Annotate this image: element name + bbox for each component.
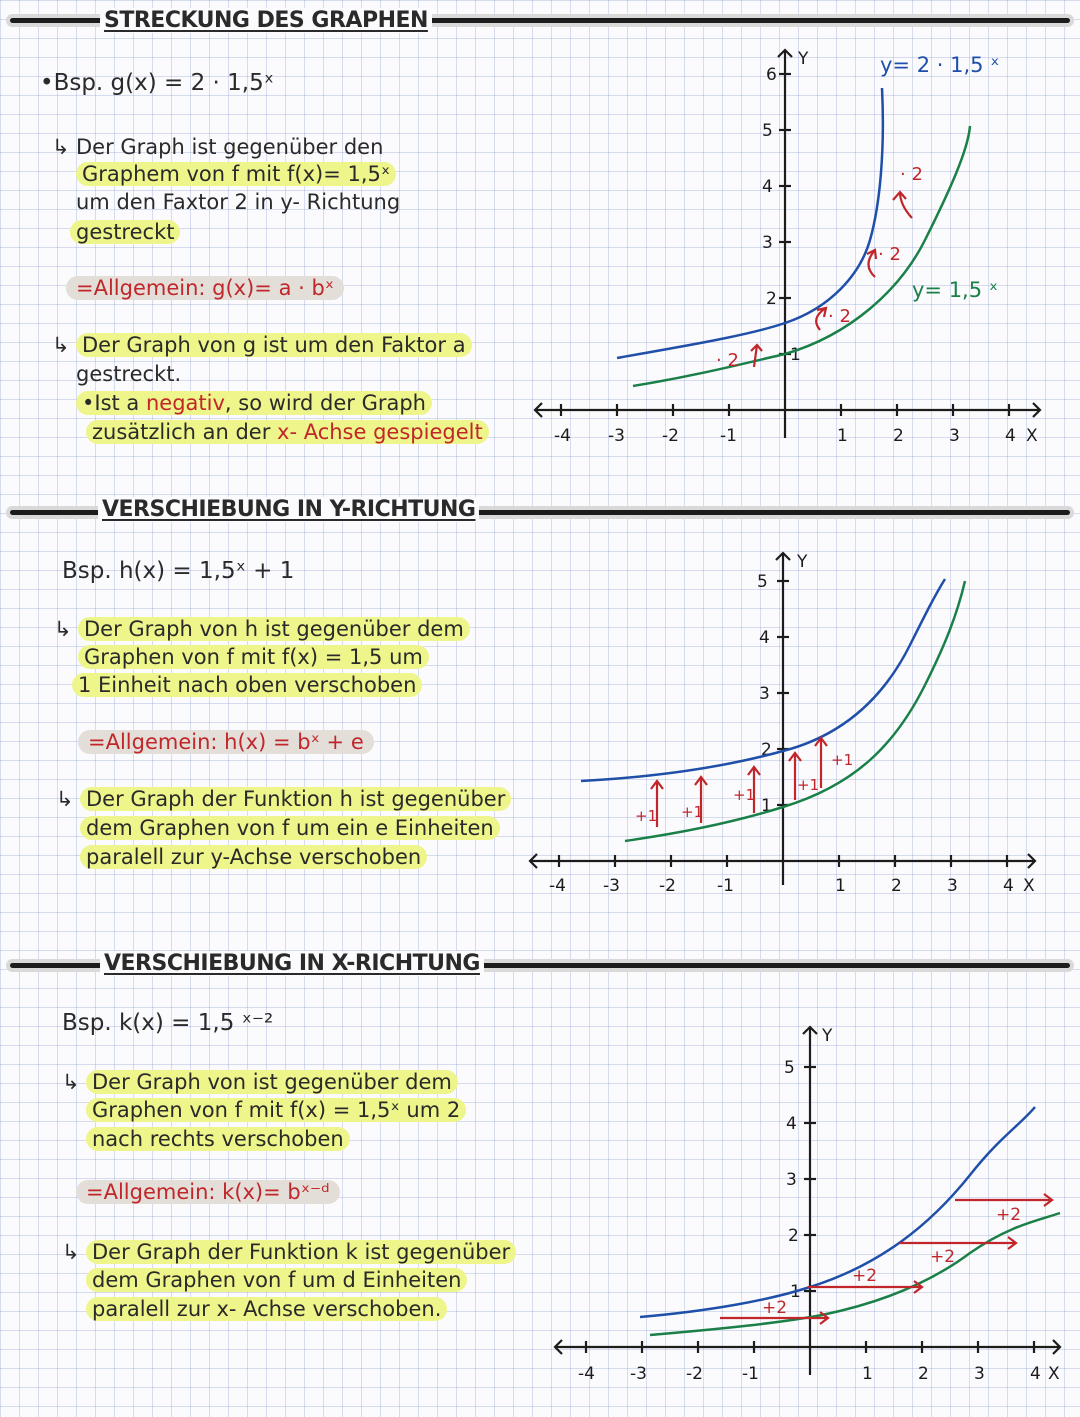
x-tick-label: -4	[578, 1364, 595, 1384]
y-tick-label: 6	[766, 65, 777, 85]
arrow-mark: ↳	[52, 333, 70, 357]
y-tick-label: 5	[762, 121, 773, 141]
highlight: Der Graph der Funktion k ist gegenüber	[86, 1240, 516, 1264]
highlight: Der Graph von ist gegenüber dem	[86, 1070, 458, 1094]
y-tick-label: 4	[759, 628, 770, 648]
example-formula: Bsp. h(x) = 1,5ˣ + 1	[62, 558, 295, 584]
x-tick-label: -4	[549, 876, 566, 896]
text-line	[86, 1240, 516, 1264]
shift-arrows-up	[635, 738, 853, 827]
highlight: Der Graph von g ist um den Faktor a	[76, 333, 472, 357]
highlight: Graphen von f mit f(x) = 1,5 um	[78, 645, 429, 669]
text-line	[80, 787, 511, 811]
y-tick-label: 4	[786, 1114, 797, 1134]
shift-label: +1	[831, 751, 854, 769]
example-formula: •Bsp. g(x) = 2 · 1,5ˣ	[40, 70, 274, 96]
highlight	[76, 391, 432, 415]
shift-arrows-right	[720, 1194, 1052, 1324]
shift-label: +1	[797, 776, 820, 794]
curve-f	[625, 581, 965, 841]
arrow-mark: ↳	[62, 1070, 80, 1094]
x-tick-label: -4	[554, 426, 571, 446]
highlight: paralell zur y-Achse verschoben	[80, 845, 427, 869]
y-tick-label: 3	[759, 684, 770, 704]
text-line	[78, 617, 470, 641]
shift-label: +2	[996, 1205, 1022, 1225]
y-tick-label: 2	[761, 740, 772, 760]
label-f: y= 1,5 ˣ	[912, 278, 999, 302]
text-line: gestreckt.	[76, 362, 182, 386]
example-formula: Bsp. k(x) = 1,5 ˣ⁻²	[62, 1010, 274, 1036]
x-tick-label: -3	[630, 1364, 647, 1384]
x-tick-label: -3	[608, 426, 625, 446]
shift-label: +2	[930, 1247, 956, 1267]
text-line	[86, 1098, 466, 1122]
factor-label: · 2	[716, 350, 739, 371]
highlight: Der Graph von h ist gegenüber dem	[78, 617, 470, 641]
curve-f	[640, 1107, 1035, 1317]
text-line	[70, 220, 180, 244]
x-tick-label: -2	[686, 1364, 703, 1384]
section-title: VERSCHIEBUNG IN X-RICHTUNG	[100, 951, 484, 976]
factor-label: · 2	[878, 244, 901, 265]
label-g: y= 2 · 1,5 ˣ	[880, 53, 1000, 77]
text-line	[86, 1127, 350, 1151]
highlight: nach rechts verschoben	[86, 1127, 350, 1151]
x-tick-label: 4	[1030, 1364, 1041, 1384]
highlight: Der Graph der Funktion h ist gegenüber	[80, 787, 511, 811]
text-line	[86, 1297, 447, 1321]
highlight: paralell zur x- Achse verschoben.	[86, 1297, 447, 1321]
text-part-red: negativ	[145, 391, 225, 415]
arrow-mark: ↳	[54, 617, 72, 641]
text-line	[86, 420, 489, 444]
y-tick-label: 1	[761, 796, 772, 816]
x-tick-label: 2	[893, 426, 904, 446]
text-line	[76, 333, 472, 357]
arrow-mark: ↳	[52, 135, 70, 159]
highlight: gestreckt	[70, 220, 180, 244]
general-box: =Allgemein: g(x)= a · bˣ	[66, 276, 344, 300]
x-tick-label: -2	[659, 876, 676, 896]
y-axis-label: Y	[822, 1026, 833, 1046]
x-tick-label: 4	[1005, 426, 1016, 446]
shift-label: +2	[762, 1298, 788, 1318]
x-tick-label: 3	[949, 426, 960, 446]
text-part: •Ist a	[82, 391, 146, 415]
y-tick-label: 2	[788, 1226, 799, 1246]
x-tick-label: 2	[891, 876, 902, 896]
text-line	[80, 845, 427, 869]
factor-label: · 2	[900, 164, 923, 185]
section-title: VERSCHIEBUNG IN Y-RICHTUNG	[98, 497, 479, 522]
shift-label: +1	[681, 803, 704, 821]
y-ticks	[784, 1026, 833, 1302]
y-tick-label: 3	[762, 233, 773, 253]
y-tick-label: 5	[757, 572, 768, 592]
highlight: Graphen von f mit f(x) = 1,5ˣ um 2	[86, 1098, 466, 1122]
text-line	[86, 1268, 467, 1292]
x-tick-label: -2	[662, 426, 679, 446]
general-box: =Allgemein: k(x)= bˣ⁻ᵈ	[76, 1180, 340, 1204]
highlight: dem Graphen von f um d Einheiten	[86, 1268, 467, 1292]
x-tick-label: 1	[835, 876, 846, 896]
general-formula	[76, 1180, 340, 1204]
text-part-red: x- Achse gespiegelt	[277, 420, 483, 444]
graph-verschiebung-y	[525, 545, 1045, 905]
text-line	[86, 1070, 458, 1094]
arrow-mark: ↳	[62, 1240, 80, 1264]
text-part: , so wird der Graph	[224, 391, 426, 415]
text-line	[72, 673, 422, 697]
shift-label: +2	[852, 1266, 878, 1286]
y-axis-label: Y	[797, 552, 808, 572]
general-box: =Allgemein: h(x) = bˣ + e	[78, 730, 374, 754]
arrow-mark: ↳	[56, 787, 74, 811]
x-tick-label: -1	[742, 1364, 759, 1384]
y-tick-label: 1	[790, 345, 801, 365]
y-tick-label: 3	[786, 1170, 797, 1190]
text-line: Der Graph ist gegenüber den	[76, 135, 384, 159]
x-tick-label: -3	[603, 876, 620, 896]
x-tick-label: 2	[918, 1364, 929, 1384]
shift-label: +1	[635, 807, 658, 825]
highlight: dem Graphen von f um ein e Einheiten	[80, 816, 500, 840]
graph-streckung	[530, 40, 1050, 480]
x-tick-label: 4	[1003, 876, 1014, 896]
x-tick-label: -1	[720, 426, 737, 446]
x-axis-label: X	[1048, 1364, 1060, 1384]
text-line	[76, 391, 432, 415]
graph-verschiebung-x	[550, 1015, 1070, 1415]
text-part: zusätzlich an der	[92, 420, 278, 444]
y-tick-label: 5	[784, 1058, 795, 1078]
text-line: um den Faxtor 2 in y- Richtung	[76, 190, 401, 214]
y-tick-label: 1	[790, 1282, 801, 1302]
x-tick-label: 3	[947, 876, 958, 896]
shift-label: +1	[733, 786, 756, 804]
x-tick-label: 1	[862, 1364, 873, 1384]
text-line	[76, 162, 396, 186]
y-axis-label: Y	[798, 49, 809, 69]
x-tick-label: 3	[974, 1364, 985, 1384]
x-axis-label: X	[1026, 426, 1038, 446]
section-title: STRECKUNG DES GRAPHEN	[100, 8, 432, 33]
x-tick-label: 1	[837, 426, 848, 446]
highlight	[86, 420, 489, 444]
general-formula	[78, 730, 374, 754]
text-line	[78, 645, 429, 669]
text-line	[80, 816, 500, 840]
general-formula	[66, 276, 344, 300]
y-tick-label: 2	[766, 289, 777, 309]
y-tick-label: 4	[762, 177, 773, 197]
highlight: Graphem von f mit f(x)= 1,5ˣ	[76, 162, 396, 186]
highlight: 1 Einheit nach oben verschoben	[72, 673, 422, 697]
x-tick-label: -1	[717, 876, 734, 896]
x-axis-label: X	[1023, 876, 1035, 896]
factor-label: · 2	[828, 306, 851, 327]
